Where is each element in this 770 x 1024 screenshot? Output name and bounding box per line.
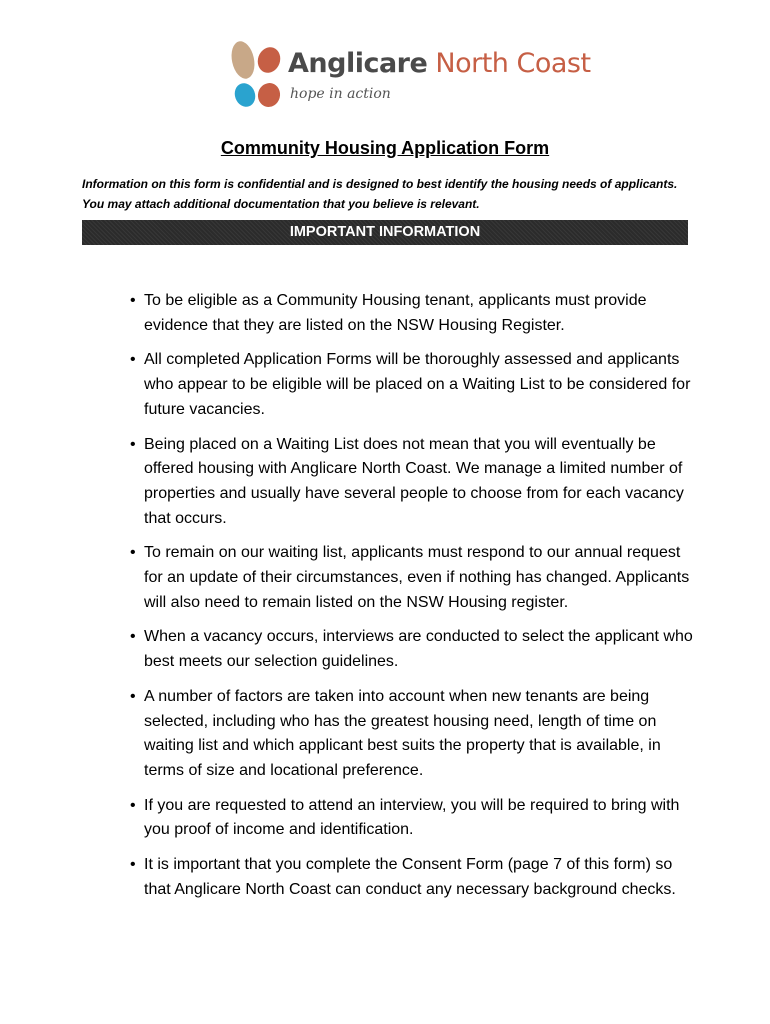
list-item bbox=[130, 348, 700, 422]
bullet-icon: • bbox=[130, 435, 136, 453]
logo-wordmark bbox=[288, 48, 591, 79]
list-item bbox=[130, 625, 700, 674]
list-item-text: A number of factors are taken into account when new tenants are being selected, including who has the greatest housing need, length of time on waiting list and which applicant best suits the property that is available, in terms of size and locational preference. bbox=[144, 687, 661, 779]
logo-brand-name: Anglicare bbox=[288, 48, 428, 79]
list-item bbox=[130, 685, 700, 784]
list-item-text: To be eligible as a Community Housing tenant, applicants must provide evidence that they are listed on the NSW Housing Register. bbox=[144, 292, 647, 334]
logo-tagline: hope in action bbox=[290, 86, 391, 102]
list-item bbox=[130, 289, 700, 338]
bullet-icon: • bbox=[130, 687, 136, 705]
anglicare-logo bbox=[228, 38, 591, 114]
anglicare-leaf-icon bbox=[228, 38, 286, 110]
bullet-icon: • bbox=[130, 292, 136, 309]
list-item-text: When a vacancy occurs, interviews are conducted to select the applicant who best meets our selection guidelines. bbox=[144, 628, 693, 671]
list-item-text: It is important that you complete the Consent Form (page 7 of this form) so that Anglicare North Coast can conduct any necessary background checks. bbox=[144, 856, 676, 898]
section-heading-banner: IMPORTANT INFORMATION bbox=[82, 220, 688, 245]
form-title: Community Housing Application Form bbox=[220, 138, 550, 158]
list-item bbox=[130, 433, 700, 532]
list-item bbox=[130, 541, 700, 615]
list-item-text: To remain on our waiting list, applicants must respond to our annual request for an update of their circumstances, even if nothing has changed. Applicants will also need to remain listed on the NSW Housing register. bbox=[144, 544, 690, 611]
information-list bbox=[130, 289, 700, 912]
bullet-icon: • bbox=[130, 544, 136, 562]
intro-paragraph: Information on this form is confidential and is designed to best identify the housing needs of applicants. You may attach additional documentation that you believe is relevant. bbox=[82, 177, 678, 211]
logo-region: North Coast bbox=[435, 48, 591, 79]
bullet-icon: • bbox=[130, 856, 136, 874]
list-item-text: All completed Application Forms will be thoroughly assessed and applicants who appear to be eligible will be placed on a Waiting List to be considered for future vacancies. bbox=[144, 351, 691, 418]
bullet-icon: • bbox=[130, 796, 136, 814]
list-item bbox=[130, 794, 700, 843]
bullet-icon: • bbox=[130, 351, 136, 369]
list-item-text: If you are requested to attend an interview, you will be required to bring with you proof of income and identification. bbox=[144, 796, 680, 839]
list-item bbox=[130, 853, 700, 902]
list-item-text: Being placed on a Waiting List does not mean that you will eventually be offered housing with Anglicare North Coast. We manage a limited number of properties and usually have several people to choose from for each vacancy that occurs. bbox=[144, 435, 684, 527]
bullet-icon: • bbox=[130, 628, 136, 646]
